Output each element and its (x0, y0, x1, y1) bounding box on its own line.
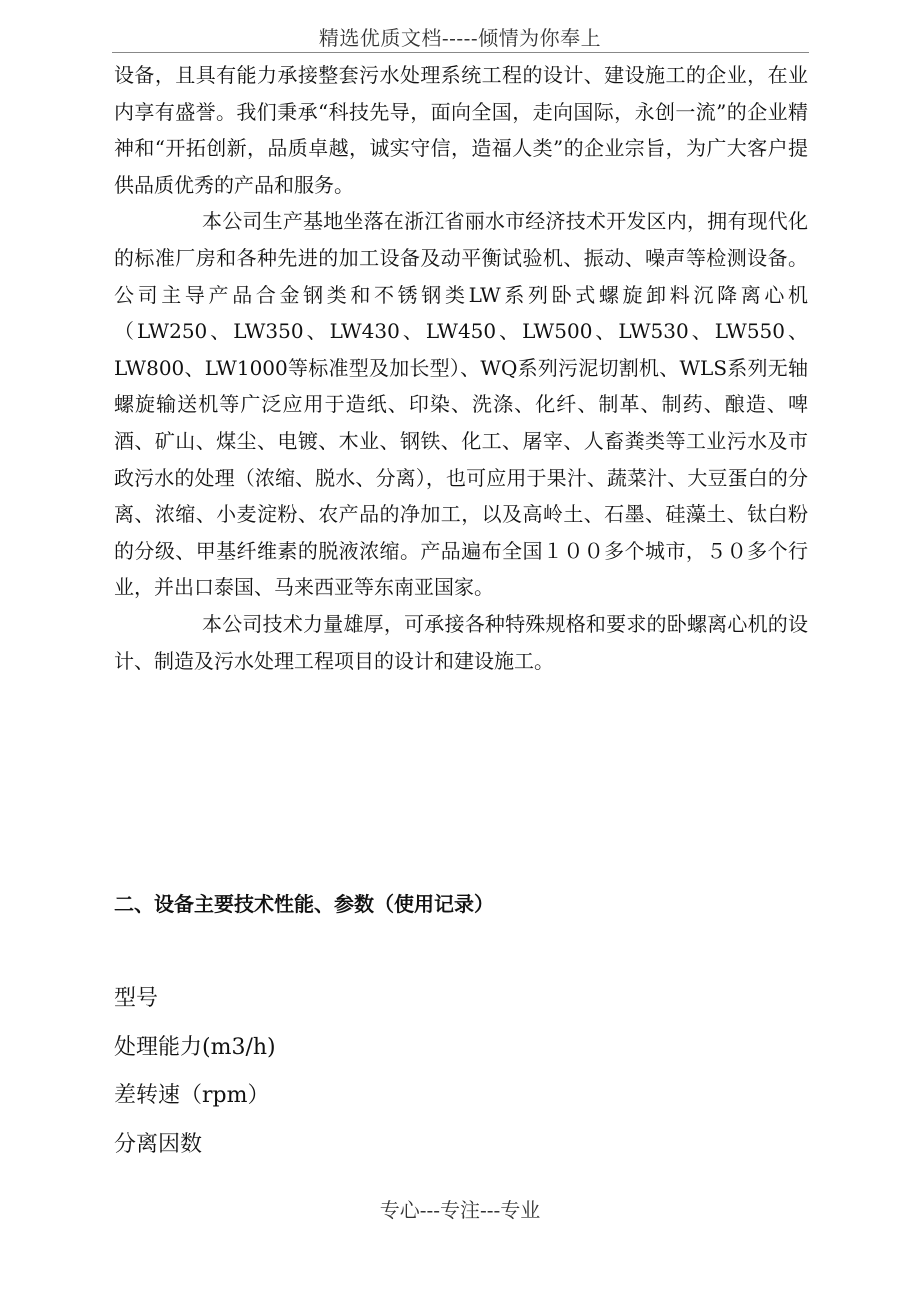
body-text (114, 57, 808, 679)
parameter-differential-speed: 差转速（rpm） (114, 1083, 270, 1108)
page-header: 精选优质文档-----倾情为你奉上 (318, 26, 602, 50)
parameter-capacity: 处理能力(m3/h) (114, 1034, 276, 1060)
parameter-list (114, 983, 276, 1177)
header-rule (112, 52, 809, 53)
parameter-separation-factor: 分离因数 (114, 1131, 203, 1157)
paragraph-production-base: 本公司生产基地坐落在浙江省丽水市经济技术开发区内，拥有现代化的标准厂房和各种先进的加工设备及动平衡试验机、振动、噪声等检测设备。公司主导产品合金钢类和不锈钢类LW系列卧式螺旋卸料沉降离心机（LW250、LW350、LW430、LW450、LW500、LW530、LW550、LW800、LW1000等标准型及加长型）、WQ系列污泥切割机、WLS系列无轴螺旋输送机等广泛应用于造纸、印染、洗涤、化纤、制革、制药、酿造、啤酒、矿山、煤尘、电镀、木业、钢铁、化工、屠宰、人畜粪类等工业污水及市政污水的处理（浓缩、脱水、分离），也可应用于果汁、蔬菜汁、大豆蛋白的分离、浓缩、小麦淀粉、农产品的净加工，以及高岭土、石墨、硅藻土、钛白粉的分级、甲基纤维素的脱液浓缩。产品遍布全国１００多个城市，５０多个行业，并出口泰国、马来西亚等东南亚国家。 (114, 209, 808, 600)
page-footer: 专心---专注---专业 (379, 1198, 541, 1222)
paragraph-technical-strength: 本公司技术力量雄厚，可承接各种特殊规格和要求的卧螺离心机的设计、制造及污水处理工程项目的设计和建设施工。 (114, 611, 808, 673)
section-heading: 二、设备主要技术性能、参数（使用记录） (114, 892, 494, 916)
parameter-model: 型号 (114, 986, 159, 1011)
paragraph-company-intro: 设备，且具有能力承接整套污水处理系统工程的设计、建设施工的企业，在业内享有盛誉。我们秉承“科技先导，面向全国，走向国际，永创一流”的企业精神和“开拓创新，品质卓越，诚实守信，造福人类”的企业宗旨，为广大客户提供品质优秀的产品和服务。 (114, 63, 808, 197)
